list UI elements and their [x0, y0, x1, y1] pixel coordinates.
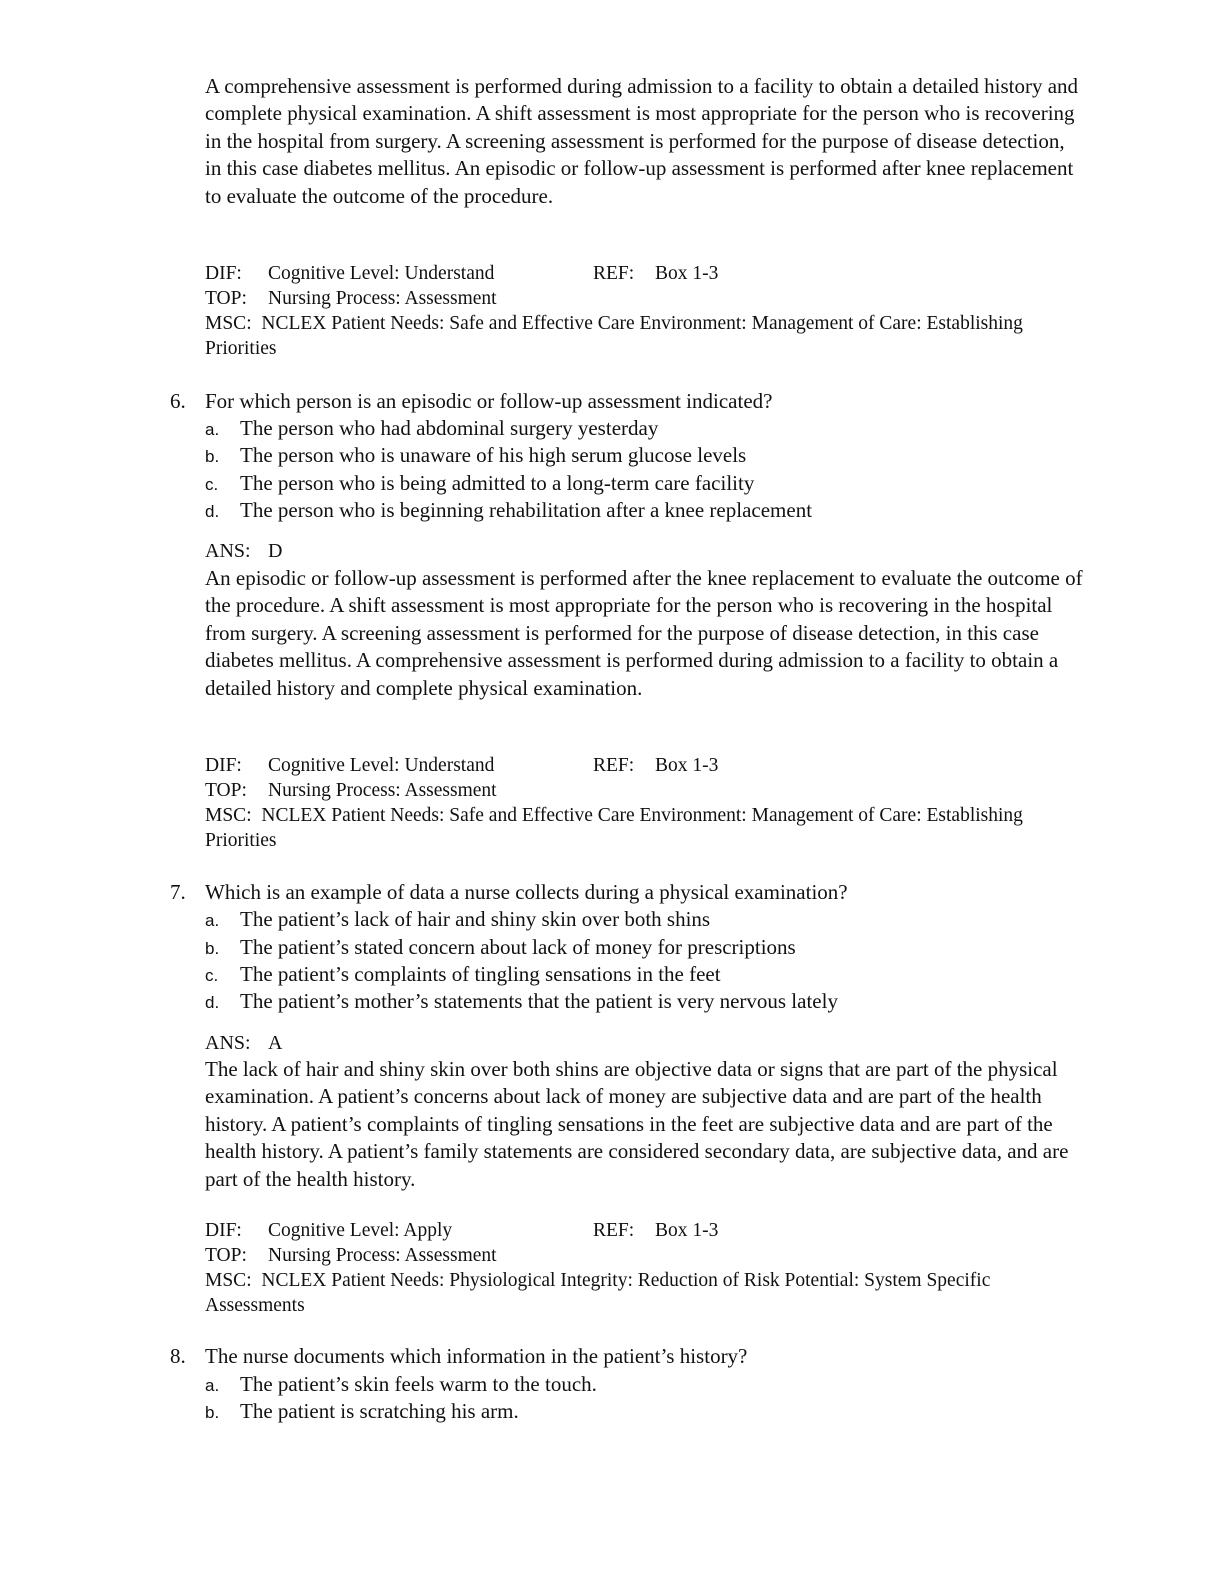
option-text: The patient’s skin feels warm to the touch.: [240, 1372, 597, 1396]
option-letter: c.: [205, 475, 219, 494]
msc-value: NCLEX Patient Needs: Physiological Integrity: Reduction of Risk Potential: System Specific Assessments: [205, 1270, 991, 1316]
msc-value: NCLEX Patient Needs: Safe and Effective Care Environment: Management of Care: Establishing Priorities: [205, 805, 1023, 851]
msc-label: MSC:: [205, 805, 252, 826]
option-text: The person who is being admitted to a long-term care facility: [240, 471, 755, 495]
option-text: The patient is scratching his arm.: [240, 1399, 519, 1423]
q6-option-b: [205, 442, 1085, 470]
q8-number: 8.: [170, 1344, 186, 1368]
q8-stem: The nurse documents which information in the patient’s history?: [205, 1344, 748, 1368]
ref-label: REF:: [593, 263, 635, 284]
dif-label: DIF:: [205, 263, 242, 284]
dif-label: DIF:: [205, 1220, 242, 1241]
option-text: The patient’s stated concern about lack of money for prescriptions: [240, 935, 796, 959]
q8-option-a: [205, 1371, 1085, 1399]
ref-label: REF:: [593, 755, 635, 776]
q7-option-b: [205, 934, 1085, 962]
top-value: Nursing Process: Assessment: [268, 288, 497, 309]
q8-option-b: [205, 1398, 1085, 1426]
option-text: The person who had abdominal surgery yesterday: [240, 416, 659, 440]
q6-number: 6.: [170, 389, 186, 413]
option-letter: c.: [205, 966, 219, 985]
top-label: TOP:: [205, 780, 247, 801]
option-text: The patient’s lack of hair and shiny skin over both shins: [240, 907, 711, 931]
ref-value: Box 1-3: [655, 263, 719, 284]
q7-option-d: [205, 988, 1085, 1016]
msc-value: NCLEX Patient Needs: Safe and Effective Care Environment: Management of Care: Establishing Priorities: [205, 313, 1023, 359]
ref-value: Box 1-3: [655, 755, 719, 776]
q7-stem: Which is an example of data a nurse collects during a physical examination?: [205, 880, 848, 904]
q6-rationale: An episodic or follow-up assessment is performed after the knee replacement to evaluate the outcome of the procedure. A shift assessment is most appropriate for the person who is recovering in the hospital from surgery. A screening assessment is performed for the purpose of disease detection, in this case diabetes mellitus. A comprehensive assessment is performed during admission to a facility to obtain a detailed history and complete physical examination.: [205, 566, 1083, 700]
msc-label: MSC:: [205, 1270, 252, 1291]
dif-label: DIF:: [205, 755, 242, 776]
q6-option-c: [205, 470, 1085, 498]
option-text: The patient’s complaints of tingling sensations in the feet: [240, 962, 721, 986]
answer-label: ANS:: [205, 540, 251, 562]
top-value: Nursing Process: Assessment: [268, 1245, 497, 1266]
top-label: TOP:: [205, 288, 247, 309]
q6-stem: For which person is an episodic or follow-up assessment indicated?: [205, 389, 773, 413]
ref-value: Box 1-3: [655, 1220, 719, 1241]
q6-option-d: [205, 497, 1085, 525]
top-label: TOP:: [205, 1245, 247, 1266]
option-letter: a.: [205, 420, 220, 439]
q6-metadata: [205, 753, 1085, 853]
msc-label: MSC:: [205, 313, 252, 334]
q5-rationale: A comprehensive assessment is performed during admission to a facility to obtain a detailed history and complete physical examination. A shift assessment is most appropriate for the person who is recovering in the hospital from surgery. A screening assessment is performed for the purpose of disease detection, in this case diabetes mellitus. An episodic or follow-up assessment is performed after knee replacement to evaluate the outcome of the procedure.: [205, 74, 1079, 208]
dif-value: Cognitive Level: Understand: [268, 263, 495, 284]
answer-value: A: [268, 1032, 283, 1054]
option-text: The person who is unaware of his high serum glucose levels: [240, 443, 747, 467]
option-letter: a.: [205, 1376, 220, 1395]
q5-metadata: [205, 261, 1085, 361]
q6-answer: [205, 538, 282, 565]
option-letter: b.: [205, 1403, 220, 1422]
q7-rationale: The lack of hair and shiny skin over both shins are objective data or signs that are part of the physical examination. A patient’s concerns about lack of money are subjective data and are part of the health history. A patient’s complaints of tingling sensations in the feet are subjective data and are part of the health history. A patient’s family statements are considered secondary data, are subjective data, and are part of the health history.: [205, 1057, 1069, 1191]
q7-option-c: [205, 961, 1085, 989]
dif-value: Cognitive Level: Understand: [268, 755, 495, 776]
option-letter: d.: [205, 502, 220, 521]
option-letter: d.: [205, 993, 220, 1012]
q7-option-a: [205, 906, 1085, 934]
answer-label: ANS:: [205, 1032, 251, 1054]
q7-answer: [205, 1030, 282, 1057]
q7-metadata: [205, 1218, 1085, 1318]
dif-value: Cognitive Level: Apply: [268, 1220, 453, 1241]
option-text: The person who is beginning rehabilitation after a knee replacement: [240, 498, 813, 522]
q6-option-a: [205, 415, 1085, 443]
option-letter: a.: [205, 911, 220, 930]
option-letter: b.: [205, 447, 220, 466]
option-text: The patient’s mother’s statements that the patient is very nervous lately: [240, 989, 838, 1013]
q7-number: 7.: [170, 880, 186, 904]
top-value: Nursing Process: Assessment: [268, 780, 497, 801]
answer-value: D: [268, 540, 283, 562]
option-letter: b.: [205, 939, 220, 958]
ref-label: REF:: [593, 1220, 635, 1241]
